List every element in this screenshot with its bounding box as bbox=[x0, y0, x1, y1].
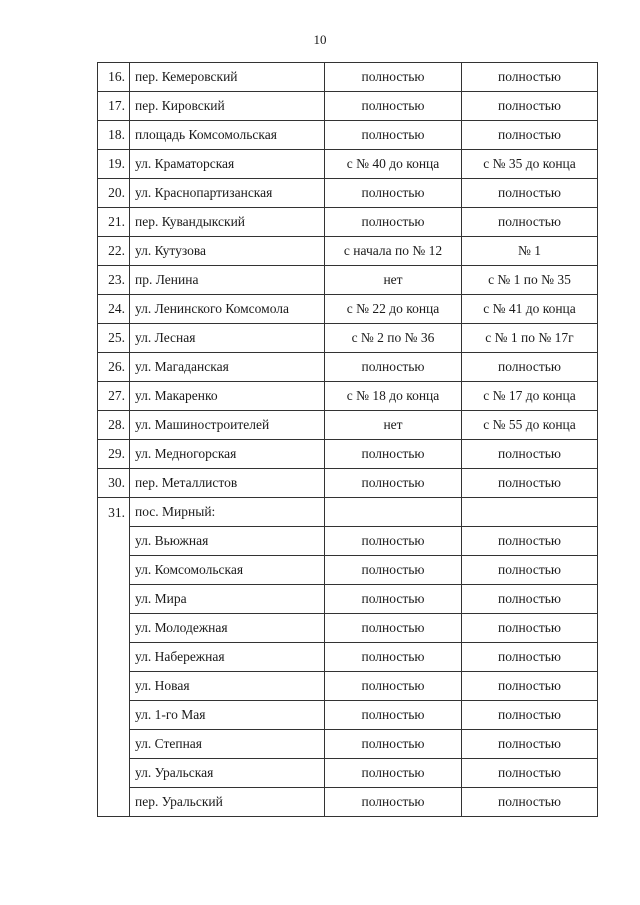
row-number: 23. bbox=[98, 266, 130, 295]
range-col-2: с № 55 до конца bbox=[462, 411, 598, 440]
street-name: ул. Молодежная bbox=[130, 614, 325, 643]
range-col-1: полностью bbox=[325, 179, 462, 208]
range-col-1: с № 40 до конца bbox=[325, 150, 462, 179]
street-name: ул. Новая bbox=[130, 672, 325, 701]
range-col-1: с № 2 по № 36 bbox=[325, 324, 462, 353]
range-col-2: полностью bbox=[462, 614, 598, 643]
range-col-1: полностью bbox=[325, 585, 462, 614]
street-name: ул. Краснопартизанская bbox=[130, 179, 325, 208]
table-row bbox=[98, 179, 598, 208]
street-name: ул. Краматорская bbox=[130, 150, 325, 179]
range-col-2: с № 35 до конца bbox=[462, 150, 598, 179]
range-col-1: полностью bbox=[325, 614, 462, 643]
street-name: пр. Ленина bbox=[130, 266, 325, 295]
street-name: пер. Кувандыкский bbox=[130, 208, 325, 237]
range-col-2: полностью bbox=[462, 179, 598, 208]
range-col-2: с № 17 до конца bbox=[462, 382, 598, 411]
table-row bbox=[98, 121, 598, 150]
street-name: ул. Лесная bbox=[130, 324, 325, 353]
sub-row bbox=[98, 643, 598, 672]
street-name: пер. Кировский bbox=[130, 92, 325, 121]
range-col-1: полностью bbox=[325, 440, 462, 469]
group-name: пос. Мирный: bbox=[130, 498, 325, 527]
street-name: ул. Набережная bbox=[130, 643, 325, 672]
range-col-2: полностью bbox=[462, 585, 598, 614]
range-col-2: полностью bbox=[462, 788, 598, 817]
range-col-2: полностью bbox=[462, 759, 598, 788]
street-name: ул. Ленинского Комсомола bbox=[130, 295, 325, 324]
range-col-1: с № 18 до конца bbox=[325, 382, 462, 411]
street-name: ул. Кутузова bbox=[130, 237, 325, 266]
row-number: 27. bbox=[98, 382, 130, 411]
range-col-1: с № 22 до конца bbox=[325, 295, 462, 324]
range-col-1: полностью bbox=[325, 788, 462, 817]
table-row bbox=[98, 411, 598, 440]
range-col-1: нет bbox=[325, 411, 462, 440]
range-col-1: полностью bbox=[325, 353, 462, 382]
row-number: 29. bbox=[98, 440, 130, 469]
range-col-2: полностью bbox=[462, 92, 598, 121]
sub-row bbox=[98, 672, 598, 701]
range-col-2: № 1 bbox=[462, 237, 598, 266]
range-col-1: с начала по № 12 bbox=[325, 237, 462, 266]
table-row bbox=[98, 353, 598, 382]
table-row bbox=[98, 150, 598, 179]
street-name: ул. Магаданская bbox=[130, 353, 325, 382]
table-row bbox=[98, 295, 598, 324]
sub-row bbox=[98, 614, 598, 643]
row-number: 25. bbox=[98, 324, 130, 353]
street-name: ул. Медногорская bbox=[130, 440, 325, 469]
street-name: ул. Макаренко bbox=[130, 382, 325, 411]
range-col-1 bbox=[325, 498, 462, 527]
range-col-1: полностью bbox=[325, 672, 462, 701]
row-number: 22. bbox=[98, 237, 130, 266]
street-name: пер. Металлистов bbox=[130, 469, 325, 498]
table-row bbox=[98, 469, 598, 498]
street-name: ул. Уральская bbox=[130, 759, 325, 788]
page-number: 10 bbox=[313, 32, 327, 47]
row-number: 18. bbox=[98, 121, 130, 150]
range-col-2: полностью bbox=[462, 121, 598, 150]
row-number: 19. bbox=[98, 150, 130, 179]
sub-row bbox=[98, 730, 598, 759]
range-col-1: полностью bbox=[325, 730, 462, 759]
street-name: ул. Вьюжная bbox=[130, 527, 325, 556]
range-col-1: полностью bbox=[325, 556, 462, 585]
range-col-1: полностью bbox=[325, 643, 462, 672]
range-col-2: полностью bbox=[462, 672, 598, 701]
range-col-2: полностью bbox=[462, 556, 598, 585]
range-col-1: нет bbox=[325, 266, 462, 295]
range-col-2: полностью bbox=[462, 63, 598, 92]
range-col-2: полностью bbox=[462, 643, 598, 672]
range-col-2: полностью bbox=[462, 701, 598, 730]
streets-table bbox=[97, 62, 598, 817]
row-number: 30. bbox=[98, 469, 130, 498]
range-col-2: полностью bbox=[462, 730, 598, 759]
table-row bbox=[98, 208, 598, 237]
table-row bbox=[98, 382, 598, 411]
table-body bbox=[98, 63, 598, 817]
row-number: 16. bbox=[98, 63, 130, 92]
sub-row bbox=[98, 759, 598, 788]
sub-row bbox=[98, 788, 598, 817]
range-col-1: полностью bbox=[325, 527, 462, 556]
row-number: 24. bbox=[98, 295, 130, 324]
street-name: площадь Комсомольская bbox=[130, 121, 325, 150]
street-name: ул. Мира bbox=[130, 585, 325, 614]
range-col-2 bbox=[462, 498, 598, 527]
sub-row bbox=[98, 701, 598, 730]
range-col-2: полностью bbox=[462, 527, 598, 556]
sub-row bbox=[98, 527, 598, 556]
range-col-1: полностью bbox=[325, 92, 462, 121]
range-col-1: полностью bbox=[325, 121, 462, 150]
table-row bbox=[98, 440, 598, 469]
street-name: ул. 1-го Мая bbox=[130, 701, 325, 730]
street-name: пер. Уральский bbox=[130, 788, 325, 817]
range-col-1: полностью bbox=[325, 63, 462, 92]
row-number: 26. bbox=[98, 353, 130, 382]
range-col-1: полностью bbox=[325, 469, 462, 498]
range-col-2: с № 41 до конца bbox=[462, 295, 598, 324]
range-col-2: полностью bbox=[462, 353, 598, 382]
street-name: ул. Комсомольская bbox=[130, 556, 325, 585]
range-col-1: полностью bbox=[325, 208, 462, 237]
sub-row bbox=[98, 585, 598, 614]
sub-row bbox=[98, 556, 598, 585]
row-number: 17. bbox=[98, 92, 130, 121]
street-name: пер. Кемеровский bbox=[130, 63, 325, 92]
table-row bbox=[98, 237, 598, 266]
table-row bbox=[98, 63, 598, 92]
street-name: ул. Степная bbox=[130, 730, 325, 759]
range-col-2: полностью bbox=[462, 208, 598, 237]
range-col-2: полностью bbox=[462, 440, 598, 469]
row-number: 20. bbox=[98, 179, 130, 208]
group-header-row bbox=[98, 498, 598, 527]
range-col-2: с № 1 по № 35 bbox=[462, 266, 598, 295]
street-name: ул. Машиностроителей bbox=[130, 411, 325, 440]
table-row bbox=[98, 324, 598, 353]
range-col-1: полностью bbox=[325, 701, 462, 730]
row-number: 28. bbox=[98, 411, 130, 440]
range-col-2: полностью bbox=[462, 469, 598, 498]
range-col-2: с № 1 по № 17г bbox=[462, 324, 598, 353]
row-number: 31. bbox=[98, 498, 130, 817]
table-row bbox=[98, 266, 598, 295]
range-col-1: полностью bbox=[325, 759, 462, 788]
table-row bbox=[98, 92, 598, 121]
row-number: 21. bbox=[98, 208, 130, 237]
